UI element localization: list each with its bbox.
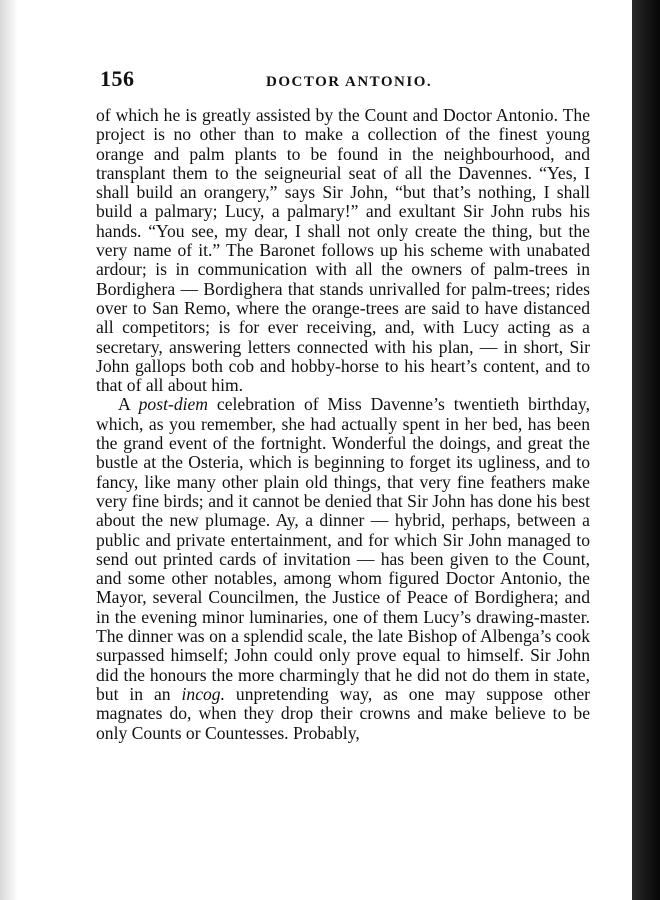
paragraph-text: unpretending way, as one may suppose other magnates do, when they drop their crowns and make believe to be only Counts or Countesses. Probably, bbox=[96, 683, 590, 743]
italic-term: incog. bbox=[181, 683, 226, 704]
paragraph-2 bbox=[96, 395, 590, 742]
paragraph-text: A bbox=[118, 394, 139, 415]
paragraph-1 bbox=[96, 106, 590, 395]
page-gutter-shadow bbox=[0, 0, 18, 900]
italic-term: post-diem bbox=[138, 394, 209, 415]
paragraph-text: of which he is greatly assisted by the Count and Doctor Antonio. The project is no other than to make a collection of the finest young orange and palm plants to be found in the neighbourhood, and transplant them to the seigneurial seat of all the Davennes. “Yes, I shall build an orangery,” says Sir John, “but that’s nothing, I shall build a palmary; Lucy, a palmary!” and exultant Sir John rubs his hands. “You see, my dear, I shall not only create the thing, but the very name of it.” The Baronet follows up his scheme with unabated ardour; is in communication with all the owners of palm-trees in Bordighera — Bordighera that stands unrivalled for palm-trees; rides over to San Remo, where the orange-trees are said to have distanced all competitors; is for ever receiving, and, with Lucy acting as a secretary, answering letters connected with his plan, — in short, Sir John gallops both cob and hobby-horse to his heart’s content, and to that of all about him. bbox=[96, 105, 590, 396]
book-page bbox=[96, 62, 590, 743]
body-text bbox=[96, 106, 590, 743]
running-title: DOCTOR ANTONIO. bbox=[266, 74, 433, 90]
scan-edge-border bbox=[632, 0, 660, 900]
page-header bbox=[96, 62, 590, 102]
page-number: 156 bbox=[100, 66, 135, 91]
paragraph-text: celebration of Miss Davenne’s twentieth birthday, which, as you remember, she had actually spent in her bed, has been the grand event of the fortnight. Wonderful the doings, and great the bustle at the Osteria, which is beginning to forget its ugliness, and to fancy, like many other plain old things, that very fine feathers make very fine birds; and it cannot be denied that Sir John has done his best about the new plumage. Ay, a dinner — hybrid, perhaps, between a public and private entertainment, and for which Sir John managed to send out printed cards of invitation — has been given to the Count, and some other notables, among whom figured Doctor Antonio, the Mayor, several Councilmen, the Justice of Peace of Bordighera; and in the evening minor luminaries, one of them Lucy’s drawing-master. The dinner was on a splendid scale, the late Bishop of Albenga’s cook surpassed himself; John could only prove equal to himself. Sir John did the honours the more charmingly that he did not do them in state, but in an bbox=[96, 394, 590, 704]
